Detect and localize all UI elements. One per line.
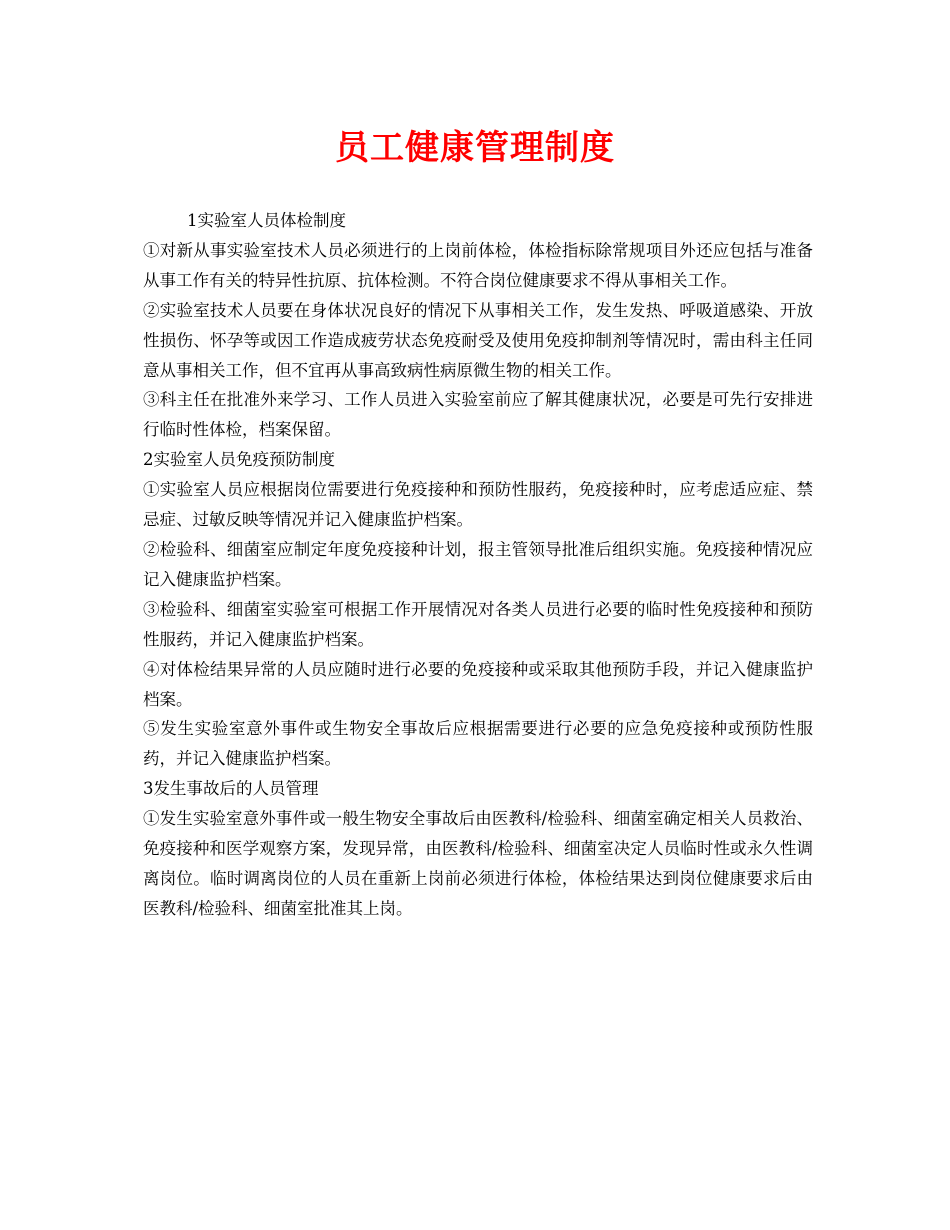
section-heading: 2实验室人员免疫预防制度 (143, 450, 335, 470)
document-title: 员工健康管理制度 (335, 128, 615, 168)
section-heading: 1实验室人员体检制度 (187, 211, 346, 230)
paragraph: ③科主任在批准外来学习、工作人员进入实验室前应了解其健康状况，必要是可先行安排进行临时性体检，档案保留。 (143, 390, 813, 440)
paragraph: ①发生实验室意外事件或一般生物安全事故后由医教科/检验科、细菌室确定相关人员救治、免疫接种和医学观察方案，发现异常，由医教科/检验科、细菌室决定人员临时性或永久性调离岗位。临时调离岗位的人员在重新上岗前必须进行体检，体检结果达到岗位健康要求后由医教科/检验科、细菌室批准其上岗。 (143, 809, 813, 918)
paragraph: ③检验科、细菌室实验室可根据工作开展情况对各类人员进行必要的临时性免疫接种和预防性服药，并记入健康监护档案。 (143, 599, 813, 649)
document-body (143, 206, 813, 924)
paragraph: ⑤发生实验室意外事件或生物安全事故后应根据需要进行必要的应急免疫接种或预防性服药，并记入健康监护档案。 (143, 719, 813, 769)
paragraph: ①对新从事实验室技术人员必须进行的上岗前体检，体检指标除常规项目外还应包括与准备从事工作有关的特异性抗原、抗体检测。不符合岗位健康要求不得从事相关工作。 (143, 240, 813, 290)
paragraph: ①实验室人员应根据岗位需要进行免疫接种和预防性服药，免疫接种时，应考虑适应症、禁忌症、过敏反映等情况并记入健康监护档案。 (143, 480, 813, 530)
paragraph: ④对体检结果异常的人员应随时进行必要的免疫接种或采取其他预防手段，并记入健康监护档案。 (143, 659, 813, 709)
paragraph: ②实验室技术人员要在身体状况良好的情况下从事相关工作，发生发热、呼吸道感染、开放性损伤、怀孕等或因工作造成疲劳状态免疫耐受及使用免疫抑制剂等情况时，需由科主任同意从事相关工作，但不宜再从事高致病性病原微生物的相关工作。 (143, 300, 813, 380)
paragraph: ②检验科、细菌室应制定年度免疫接种计划，报主管领导批准后组织实施。免疫接种情况应记入健康监护档案。 (143, 539, 813, 589)
section-heading: 3发生事故后的人员管理 (143, 779, 319, 799)
